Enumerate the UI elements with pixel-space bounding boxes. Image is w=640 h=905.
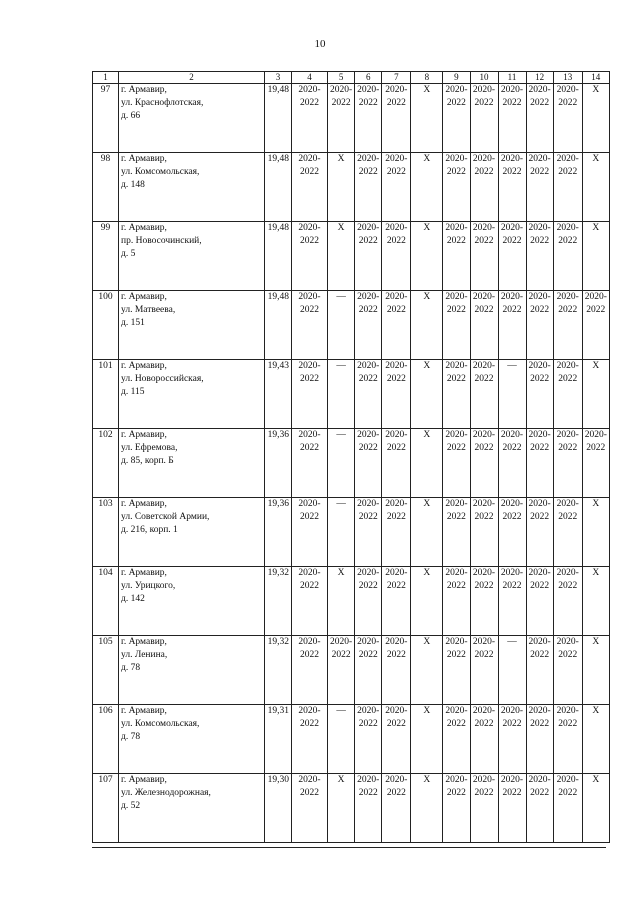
address-line: ул. Краснофлотская, (121, 98, 204, 108)
period-cell: 2020- 2022 (470, 567, 498, 636)
address-cell (119, 291, 265, 360)
area-cell: 19,36 (265, 498, 292, 567)
period-cell: 2020- 2022 (443, 222, 470, 291)
header-row (93, 72, 610, 84)
period-cell: — (498, 360, 526, 429)
period-cell: 2020- 2022 (443, 774, 470, 843)
period-cell: — (328, 498, 355, 567)
table-row (93, 360, 610, 429)
period-cell: 2020- 2022 (355, 636, 382, 705)
period-cell: 2020- 2022 (470, 636, 498, 705)
address-cell (119, 153, 265, 222)
table-row (93, 636, 610, 705)
table-row (93, 774, 610, 843)
period-cell: 2020- 2022 (382, 498, 411, 567)
address-line: г. Армавир, (121, 361, 167, 371)
period-cell: 2020- 2022 (292, 360, 328, 429)
period-cell: 2020- 2022 (355, 567, 382, 636)
address-cell (119, 84, 265, 153)
address-line: г. Армавир, (121, 292, 167, 302)
period-cell: 2020- 2022 (553, 222, 582, 291)
period-cell: 2020- 2022 (553, 153, 582, 222)
period-cell: Х (411, 222, 443, 291)
period-cell: 2020- 2022 (443, 636, 470, 705)
header-cell: 14 (582, 72, 609, 84)
period-cell: 2020- 2022 (292, 498, 328, 567)
address-line: г. Армавир, (121, 706, 167, 716)
address-cell (119, 498, 265, 567)
table-row (93, 567, 610, 636)
period-cell: 2020- 2022 (498, 153, 526, 222)
period-cell: — (328, 705, 355, 774)
period-cell: 2020- 2022 (355, 429, 382, 498)
period-cell: 2020- 2022 (498, 84, 526, 153)
table-row (93, 84, 610, 153)
period-cell: 2020- 2022 (582, 291, 609, 360)
period-cell: — (328, 291, 355, 360)
address-line: ул. Урицкого, (121, 581, 176, 591)
period-cell: 2020- 2022 (526, 291, 553, 360)
address-cell (119, 429, 265, 498)
period-cell: Х (582, 636, 609, 705)
period-cell: Х (411, 153, 443, 222)
period-cell: Х (411, 84, 443, 153)
period-cell: 2020- 2022 (526, 429, 553, 498)
period-cell: 2020- 2022 (498, 498, 526, 567)
address-cell (119, 567, 265, 636)
period-cell: 2020- 2022 (470, 360, 498, 429)
period-cell: 2020- 2022 (553, 774, 582, 843)
period-cell: 2020- 2022 (382, 360, 411, 429)
period-cell: 2020- 2022 (443, 705, 470, 774)
period-cell: 2020- 2022 (498, 705, 526, 774)
header-cell: 3 (265, 72, 292, 84)
area-cell: 19,48 (265, 84, 292, 153)
period-cell: 2020- 2022 (526, 222, 553, 291)
period-cell: 2020- 2022 (526, 636, 553, 705)
page-number: 10 (314, 38, 326, 50)
header-cell: 10 (470, 72, 498, 84)
address-line: д. 78 (121, 663, 141, 673)
header-cell: 2 (119, 72, 265, 84)
area-cell: 19,43 (265, 360, 292, 429)
period-cell: 2020- 2022 (470, 222, 498, 291)
period-cell: 2020- 2022 (470, 774, 498, 843)
area-cell: 19,31 (265, 705, 292, 774)
period-cell: Х (328, 222, 355, 291)
address-line: г. Армавир, (121, 430, 167, 440)
period-cell: 2020- 2022 (526, 567, 553, 636)
address-cell (119, 705, 265, 774)
period-cell: 2020- 2022 (292, 429, 328, 498)
header-cell: 6 (355, 72, 382, 84)
row-number: 98 (93, 153, 119, 222)
address-line: г. Армавир, (121, 637, 167, 647)
row-number: 105 (93, 636, 119, 705)
period-cell: Х (582, 567, 609, 636)
period-cell: — (328, 429, 355, 498)
period-cell: 2020- 2022 (526, 84, 553, 153)
period-cell: — (498, 636, 526, 705)
address-line: ул. Матвеева, (121, 305, 176, 315)
header-cell: 4 (292, 72, 328, 84)
address-line: д. 52 (121, 801, 141, 811)
table-row (93, 153, 610, 222)
period-cell: 2020- 2022 (526, 705, 553, 774)
period-cell: Х (411, 429, 443, 498)
period-cell: Х (411, 291, 443, 360)
period-cell: 2020- 2022 (443, 498, 470, 567)
table-row (93, 705, 610, 774)
period-cell: 2020- 2022 (292, 84, 328, 153)
address-line: д. 148 (121, 180, 145, 190)
address-line: д. 151 (121, 318, 145, 328)
period-cell: Х (411, 567, 443, 636)
period-cell: 2020- 2022 (470, 429, 498, 498)
period-cell: 2020- 2022 (382, 636, 411, 705)
row-number: 106 (93, 705, 119, 774)
period-cell: 2020- 2022 (526, 153, 553, 222)
address-line: д. 66 (121, 111, 141, 121)
period-cell: Х (411, 498, 443, 567)
period-cell: 2020- 2022 (292, 222, 328, 291)
address-line: ул. Комсомольская, (121, 167, 200, 177)
header-cell: 9 (443, 72, 470, 84)
period-cell: 2020- 2022 (292, 774, 328, 843)
period-cell: 2020- 2022 (355, 774, 382, 843)
period-cell: 2020- 2022 (382, 429, 411, 498)
header-cell: 11 (498, 72, 526, 84)
row-number: 101 (93, 360, 119, 429)
period-cell: 2020- 2022 (382, 567, 411, 636)
header-cell: 7 (382, 72, 411, 84)
period-cell: 2020- 2022 (498, 567, 526, 636)
period-cell: 2020- 2022 (470, 153, 498, 222)
period-cell: 2020- 2022 (553, 498, 582, 567)
address-line: ул. Ленина, (121, 650, 168, 660)
address-cell (119, 774, 265, 843)
period-cell: 2020- 2022 (382, 153, 411, 222)
period-cell: Х (582, 222, 609, 291)
period-cell: Х (328, 774, 355, 843)
period-cell: 2020- 2022 (470, 291, 498, 360)
row-number: 100 (93, 291, 119, 360)
area-cell: 19,32 (265, 567, 292, 636)
address-line: пр. Новосочинский, (121, 236, 202, 246)
period-cell: 2020- 2022 (553, 567, 582, 636)
period-cell: 2020- 2022 (382, 774, 411, 843)
address-cell (119, 360, 265, 429)
row-number: 103 (93, 498, 119, 567)
period-cell: 2020- 2022 (443, 429, 470, 498)
period-cell: 2020- 2022 (582, 429, 609, 498)
period-cell: 2020- 2022 (443, 84, 470, 153)
period-cell: Х (582, 774, 609, 843)
header-cell: 8 (411, 72, 443, 84)
registry-table (92, 71, 610, 843)
area-cell: 19,36 (265, 429, 292, 498)
period-cell: 2020- 2022 (355, 360, 382, 429)
period-cell: 2020- 2022 (553, 636, 582, 705)
area-cell: 19,30 (265, 774, 292, 843)
period-cell: 2020- 2022 (292, 291, 328, 360)
area-cell: 19,32 (265, 636, 292, 705)
period-cell: Х (411, 636, 443, 705)
address-line: г. Армавир, (121, 85, 167, 95)
period-cell: Х (328, 567, 355, 636)
period-cell: 2020- 2022 (382, 291, 411, 360)
area-cell: 19,48 (265, 291, 292, 360)
period-cell: 2020- 2022 (498, 291, 526, 360)
period-cell: 2020- 2022 (443, 360, 470, 429)
period-cell: 2020- 2022 (553, 429, 582, 498)
period-cell: 2020- 2022 (553, 360, 582, 429)
address-line: ул. Комсомольская, (121, 719, 200, 729)
header-cell: 13 (553, 72, 582, 84)
table-row (93, 222, 610, 291)
header-cell: 1 (93, 72, 119, 84)
address-line: д. 78 (121, 732, 141, 742)
address-line: д. 5 (121, 249, 136, 259)
period-cell: 2020- 2022 (443, 153, 470, 222)
row-number: 99 (93, 222, 119, 291)
period-cell: 2020- 2022 (553, 291, 582, 360)
period-cell: Х (411, 360, 443, 429)
period-cell: 2020- 2022 (355, 705, 382, 774)
address-cell (119, 222, 265, 291)
address-line: г. Армавир, (121, 223, 167, 233)
period-cell: Х (582, 153, 609, 222)
period-cell: Х (582, 360, 609, 429)
address-line: г. Армавир, (121, 775, 167, 785)
address-line: ул. Ефремова, (121, 443, 178, 453)
period-cell: 2020- 2022 (355, 291, 382, 360)
period-cell: 2020- 2022 (498, 774, 526, 843)
period-cell: 2020- 2022 (355, 498, 382, 567)
period-cell: Х (411, 774, 443, 843)
period-cell: 2020- 2022 (443, 291, 470, 360)
address-line: д. 115 (121, 387, 145, 397)
period-cell: 2020- 2022 (292, 636, 328, 705)
period-cell: 2020- 2022 (382, 222, 411, 291)
period-cell: 2020- 2022 (553, 705, 582, 774)
header-cell: 5 (328, 72, 355, 84)
table-row (93, 291, 610, 360)
period-cell: 2020- 2022 (470, 84, 498, 153)
table-bottom-border (92, 847, 606, 848)
address-line: д. 142 (121, 594, 145, 604)
period-cell: Х (582, 84, 609, 153)
period-cell: 2020- 2022 (355, 84, 382, 153)
table-row (93, 429, 610, 498)
address-cell (119, 636, 265, 705)
period-cell: 2020- 2022 (526, 360, 553, 429)
address-line: ул. Железнодорожная, (121, 788, 211, 798)
address-line: ул. Новороссийская, (121, 374, 204, 384)
row-number: 97 (93, 84, 119, 153)
period-cell: 2020- 2022 (553, 84, 582, 153)
period-cell: 2020- 2022 (470, 498, 498, 567)
row-number: 104 (93, 567, 119, 636)
row-number: 107 (93, 774, 119, 843)
period-cell: 2020- 2022 (526, 498, 553, 567)
period-cell: 2020- 2022 (328, 636, 355, 705)
period-cell: 2020- 2022 (526, 774, 553, 843)
period-cell: 2020- 2022 (292, 705, 328, 774)
period-cell: Х (582, 705, 609, 774)
area-cell: 19,48 (265, 222, 292, 291)
area-cell: 19,48 (265, 153, 292, 222)
period-cell: 2020- 2022 (498, 222, 526, 291)
period-cell: Х (411, 705, 443, 774)
address-line: д. 216, корп. 1 (121, 525, 178, 535)
address-line: г. Армавир, (121, 568, 167, 578)
period-cell: — (328, 360, 355, 429)
period-cell: 2020- 2022 (470, 705, 498, 774)
header-cell: 12 (526, 72, 553, 84)
period-cell: Х (582, 498, 609, 567)
address-line: г. Армавир, (121, 499, 167, 509)
period-cell: 2020- 2022 (328, 84, 355, 153)
period-cell: 2020- 2022 (498, 429, 526, 498)
period-cell: Х (328, 153, 355, 222)
address-line: ул. Советской Армии, (121, 512, 210, 522)
address-line: г. Армавир, (121, 154, 167, 164)
period-cell: 2020- 2022 (355, 153, 382, 222)
table-row (93, 498, 610, 567)
period-cell: 2020- 2022 (355, 222, 382, 291)
period-cell: 2020- 2022 (292, 153, 328, 222)
period-cell: 2020- 2022 (443, 567, 470, 636)
period-cell: 2020- 2022 (292, 567, 328, 636)
period-cell: 2020- 2022 (382, 84, 411, 153)
period-cell: 2020- 2022 (382, 705, 411, 774)
address-line: д. 85, корп. Б (121, 456, 174, 466)
row-number: 102 (93, 429, 119, 498)
